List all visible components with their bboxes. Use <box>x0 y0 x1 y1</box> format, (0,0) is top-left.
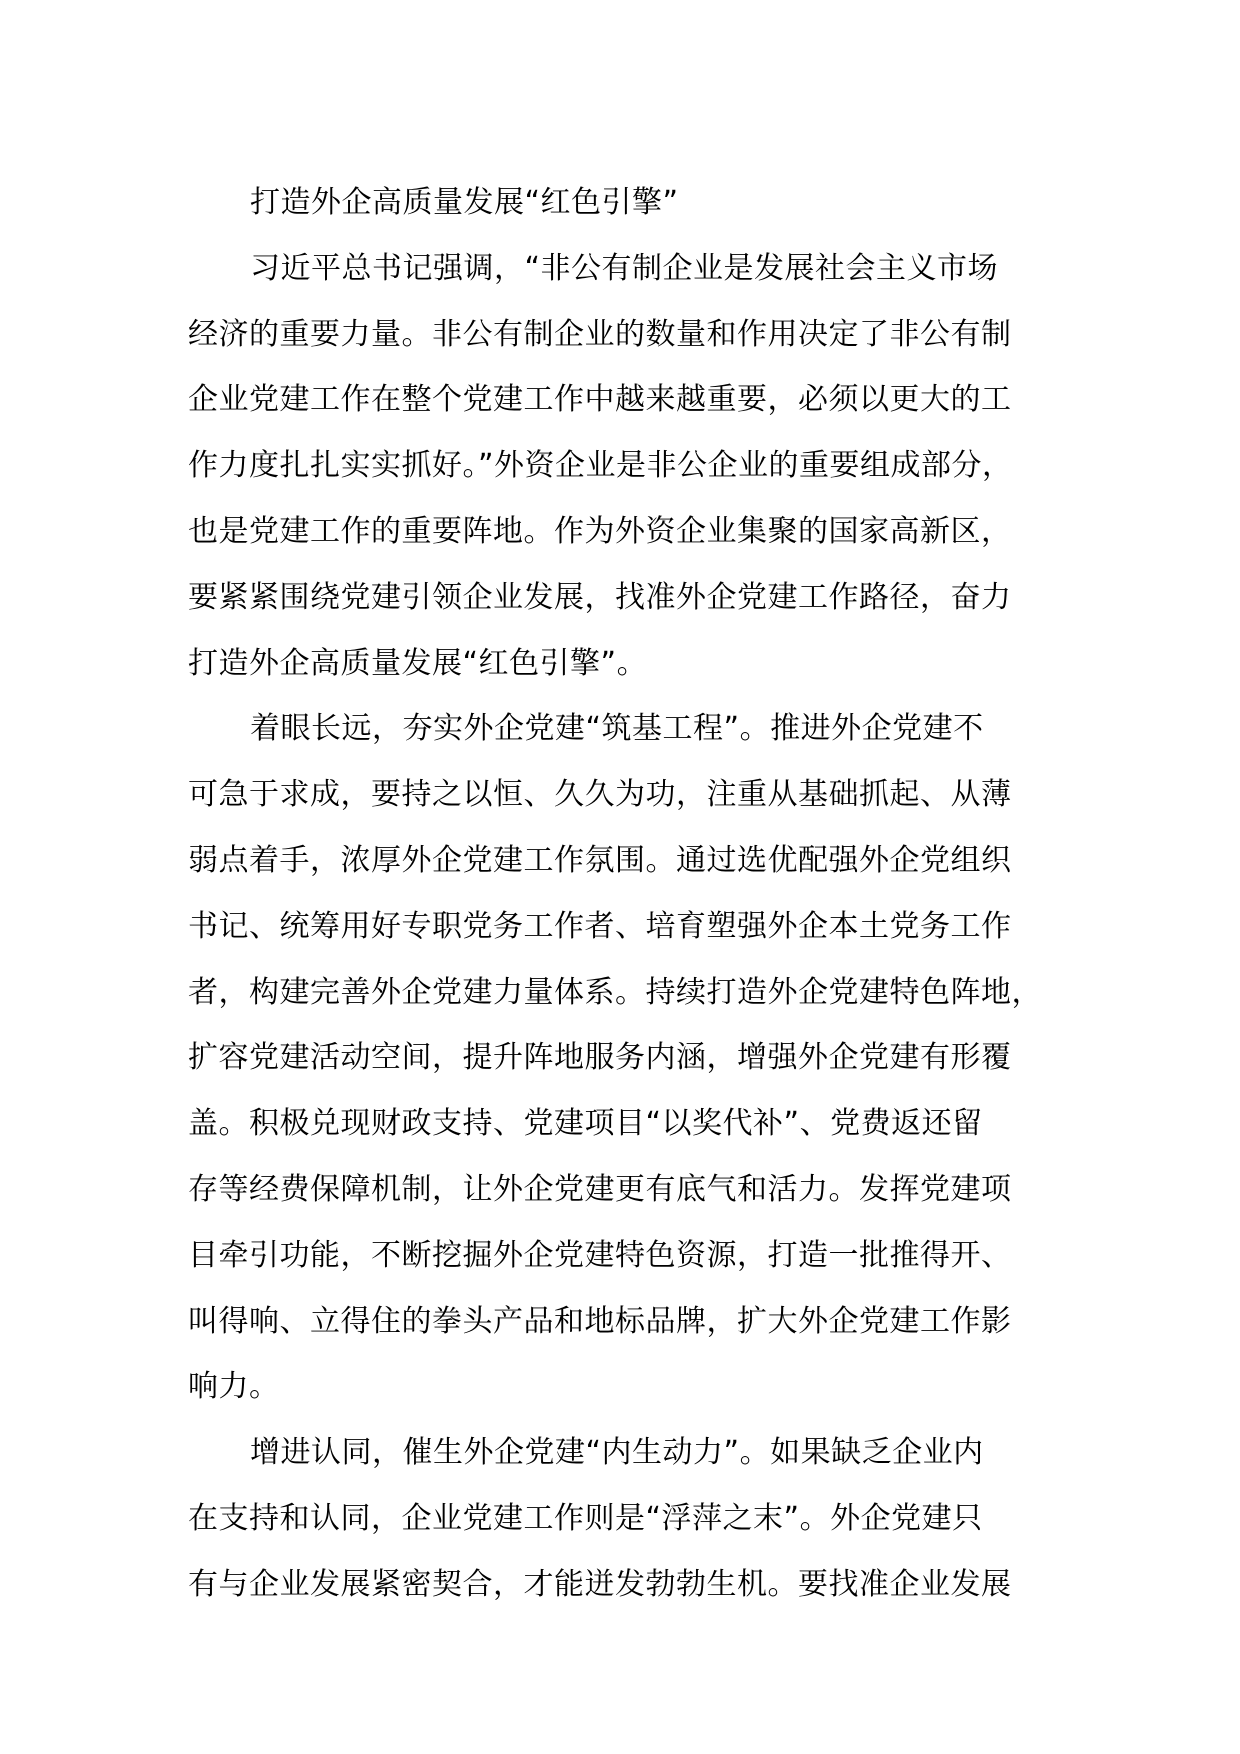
paragraph-1 <box>188 236 1063 697</box>
paragraph-line: 企业党建工作在整个党建工作中越来越重要，必须以更大的工 <box>188 382 1012 418</box>
paragraph-line: 响力。 <box>188 1369 280 1405</box>
document-title: 打造外企高质量发展“红色引擎” <box>250 185 679 220</box>
paragraph-line: 经济的重要力量。非公有制企业的数量和作用决定了非公有制 <box>188 316 1012 352</box>
paragraph-line: 着眼长远，夯实外企党建“筑基工程”。推进外企党建不 <box>250 711 984 747</box>
paragraph-line: 打造外企高质量发展“红色引擎”。 <box>188 645 648 681</box>
paragraph-line: 习近平总书记强调，“非公有制企业是发展社会主义市场 <box>250 250 999 286</box>
paragraph-line: 存等经费保障机制，让外企党建更有底气和活力。发挥党建项 <box>188 1171 1012 1207</box>
paragraph-line: 可急于求成，要持之以恒、久久为功，注重从基础抓起、从薄 <box>188 777 1012 813</box>
paragraph-line: 目牵引功能，不断挖掘外企党建特色资源，打造一批推得开、 <box>188 1237 1012 1273</box>
paragraph-line: 作力度扎扎实实抓好。”外资企业是非公企业的重要组成部分， <box>188 448 1013 484</box>
paragraph-line: 叫得响、立得住的拳头产品和地标品牌，扩大外企党建工作影 <box>188 1303 1012 1339</box>
paragraph-line: 也是党建工作的重要阵地。作为外资企业集聚的国家高新区， <box>188 513 1012 549</box>
paragraph-line: 弱点着手，浓厚外企党建工作氛围。通过选优配强外企党组织 <box>188 842 1012 878</box>
paragraph-line: 者，构建完善外企党建力量体系。持续打造外企党建特色阵地， <box>188 974 1042 1010</box>
paragraph-line: 盖。积极兑现财政支持、党建项目“以奖代补”、党费返还留 <box>188 1106 983 1142</box>
document-body <box>188 170 1063 1618</box>
paragraph-line: 有与企业发展紧密契合，才能迸发勃勃生机。要找准企业发展 <box>188 1566 1012 1602</box>
paragraph-line: 书记、统筹用好专职党务工作者、培育塑强外企本土党务工作 <box>188 908 1012 944</box>
paragraph-3 <box>188 1420 1063 1617</box>
paragraph-line: 增进认同，催生外企党建“内生动力”。如果缺乏企业内 <box>250 1435 984 1471</box>
paragraph-line: 要紧紧围绕党建引领企业发展，找准外企党建工作路径，奋力 <box>188 579 1012 615</box>
paragraph-2 <box>188 696 1063 1420</box>
paragraph-line: 在支持和认同，企业党建工作则是“浮萍之末”。外企党建只 <box>188 1500 983 1536</box>
paragraph-line: 扩容党建活动空间，提升阵地服务内涵，增强外企党建有形覆 <box>188 1040 1012 1076</box>
